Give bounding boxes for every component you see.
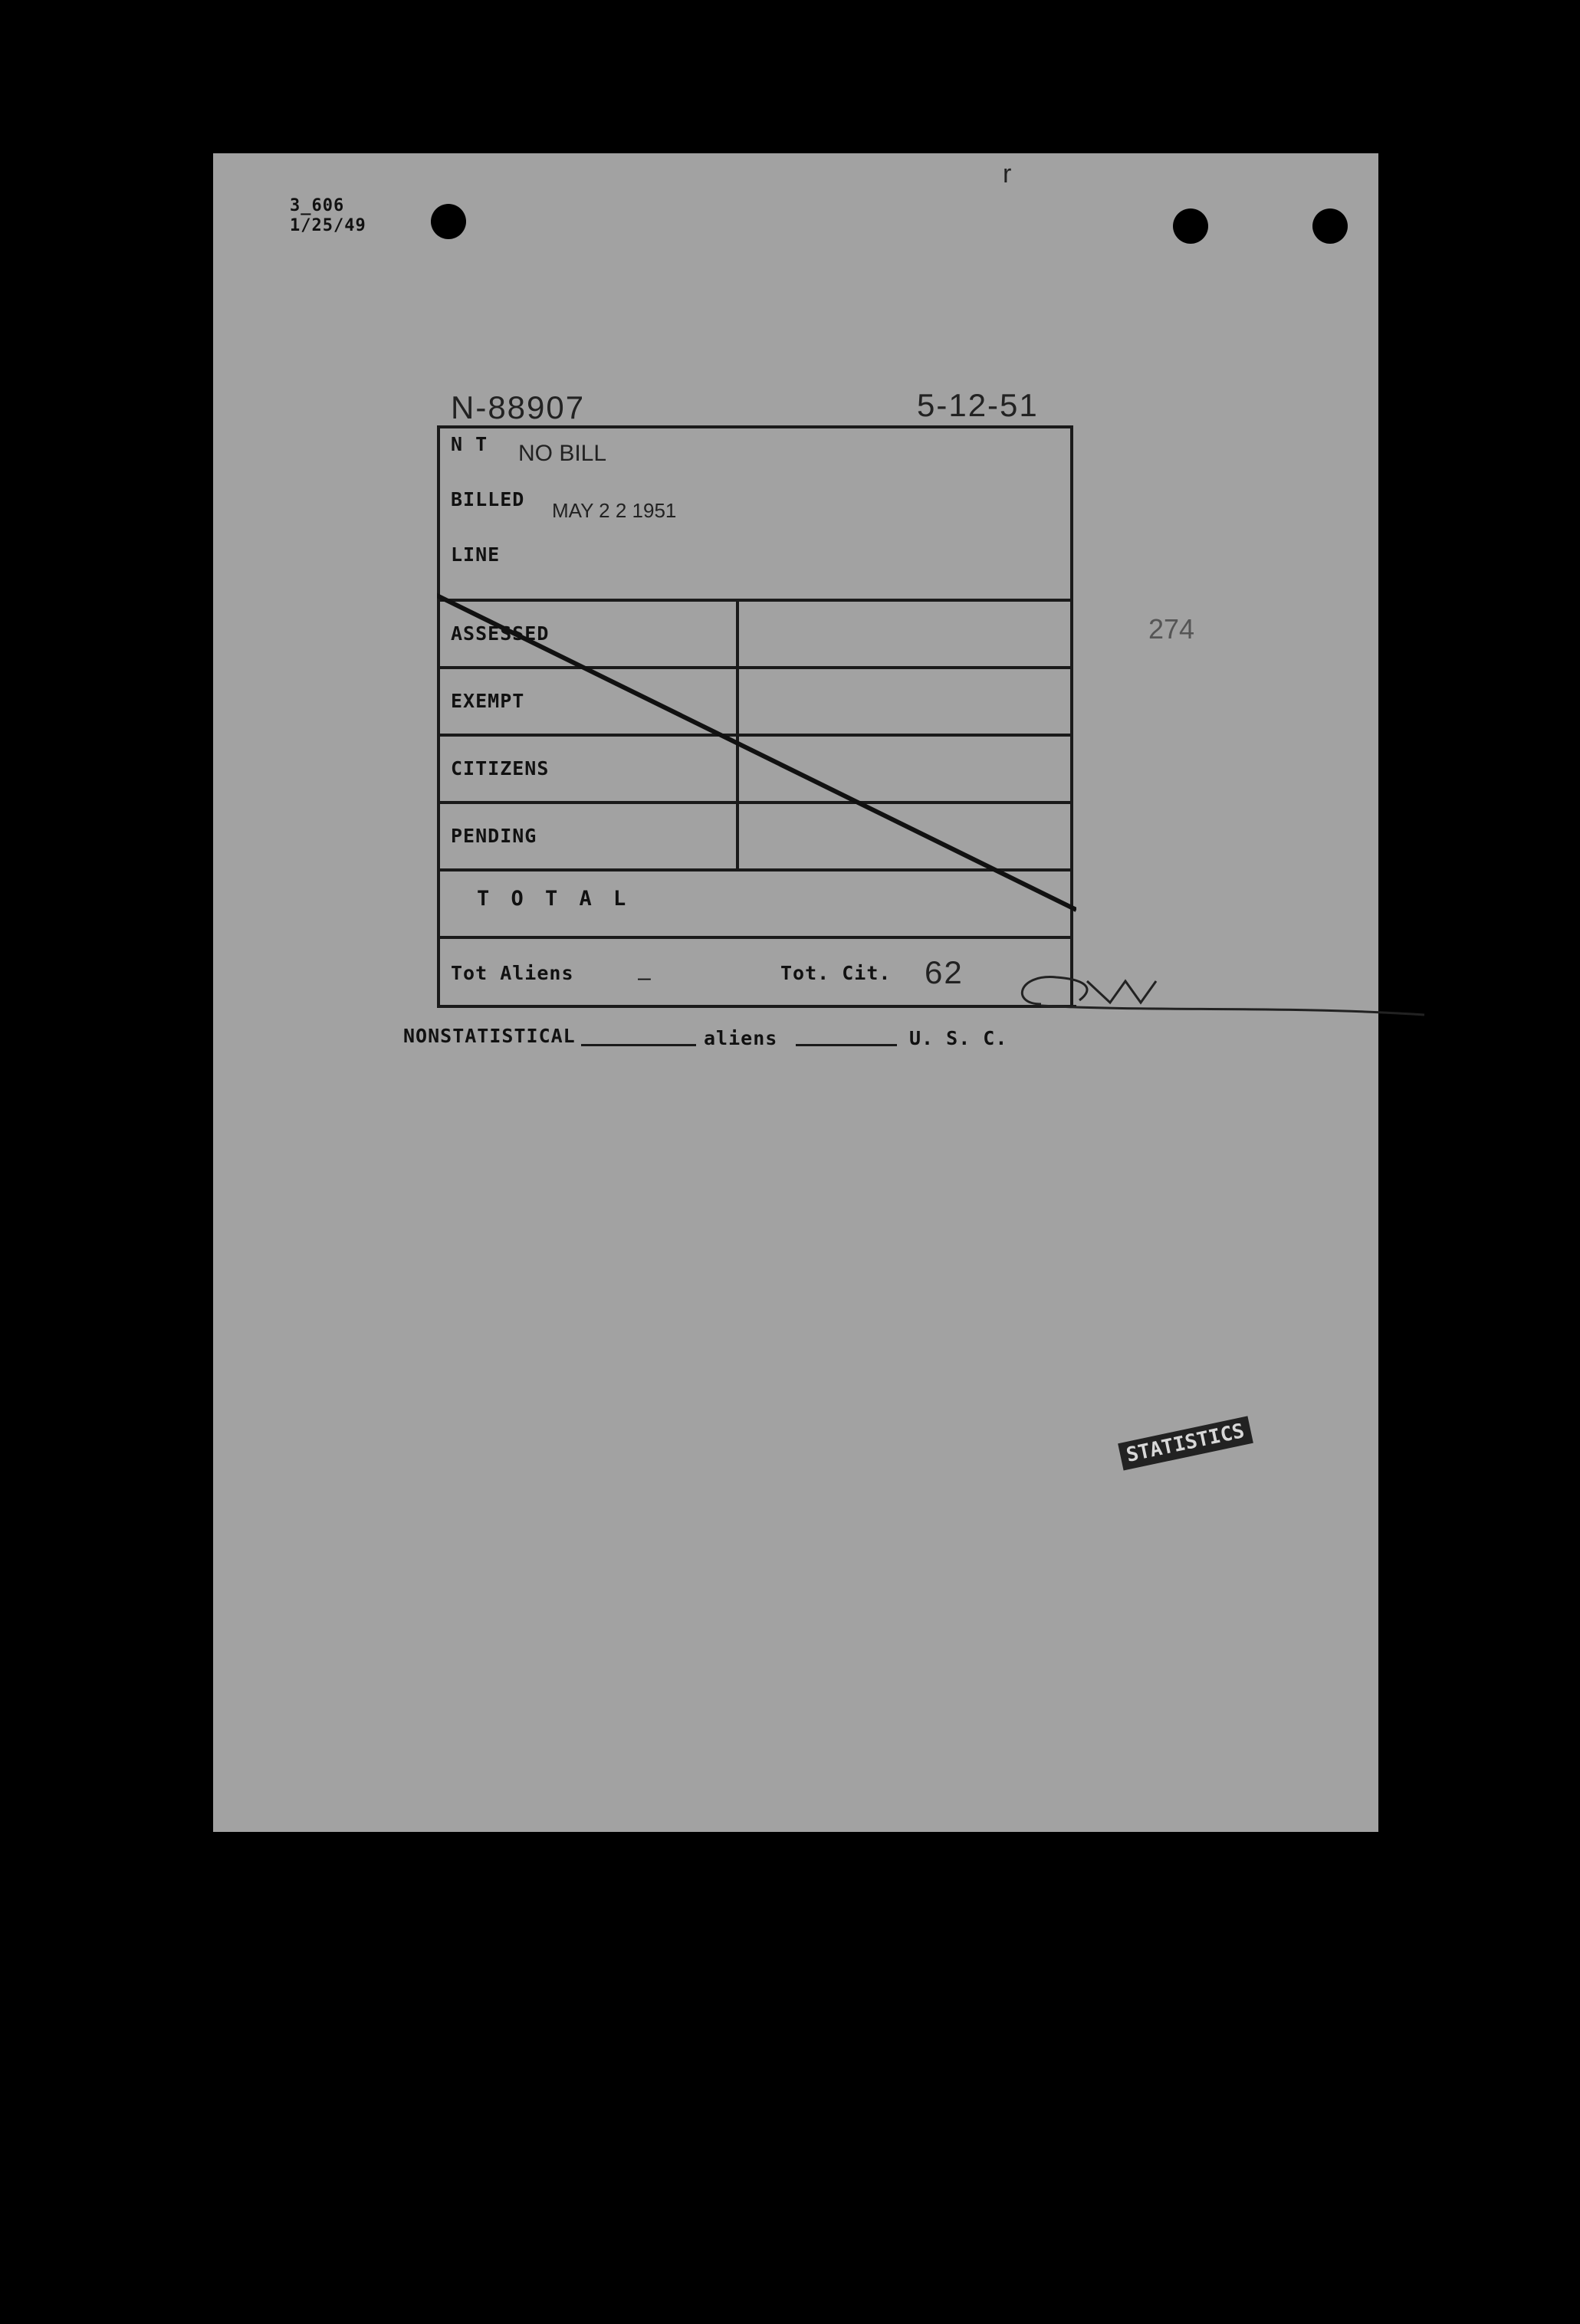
corner-note-line2: 1/25/49 <box>290 216 366 235</box>
nt-label: N T <box>451 433 488 455</box>
initials-scribble <box>995 958 1424 1019</box>
statistics-stamp: STATISTICS <box>1118 1416 1253 1470</box>
citizens-label: CITIZENS <box>451 757 550 780</box>
tally-form <box>437 425 1073 1008</box>
tot-cit-label: Tot. Cit. <box>780 962 892 984</box>
file-number: N-88907 <box>451 389 586 425</box>
aliens-blank <box>796 1044 897 1046</box>
nonstatistical-blank <box>581 1044 696 1046</box>
punch-hole <box>1312 208 1348 244</box>
top-mark: r <box>1003 159 1013 189</box>
line-label: LINE <box>451 543 501 566</box>
tot-cit-value: 62 <box>925 954 964 990</box>
side-number: 274 <box>1148 613 1195 645</box>
total-label: T O T A L <box>477 887 631 911</box>
billed-date-stamp: MAY 2 2 1951 <box>552 499 677 522</box>
exempt-label: EXEMPT <box>451 690 525 712</box>
initials-signature <box>995 958 1424 1022</box>
tot-aliens-label: Tot Aliens <box>451 962 574 984</box>
aliens-label: aliens <box>704 1027 778 1049</box>
initials-text <box>1064 969 1115 995</box>
punch-hole <box>1173 208 1208 244</box>
document-page <box>213 153 1378 1832</box>
corner-note-line1: 3_606 <box>290 196 345 215</box>
tot-aliens-value: — <box>638 965 652 990</box>
punch-hole <box>431 204 466 239</box>
handwritten-date: 5-12-51 <box>917 387 1039 423</box>
assessed-label: ASSESSED <box>451 622 550 645</box>
usc-label: U. S. C. <box>909 1027 1008 1049</box>
nonstatistical-label: NONSTATISTICAL <box>403 1025 576 1047</box>
no-bill-stamp: NO BILL <box>518 441 607 466</box>
pending-label: PENDING <box>451 825 537 847</box>
cancel-slash-line <box>437 425 1076 1008</box>
billed-label: BILLED <box>451 488 525 510</box>
